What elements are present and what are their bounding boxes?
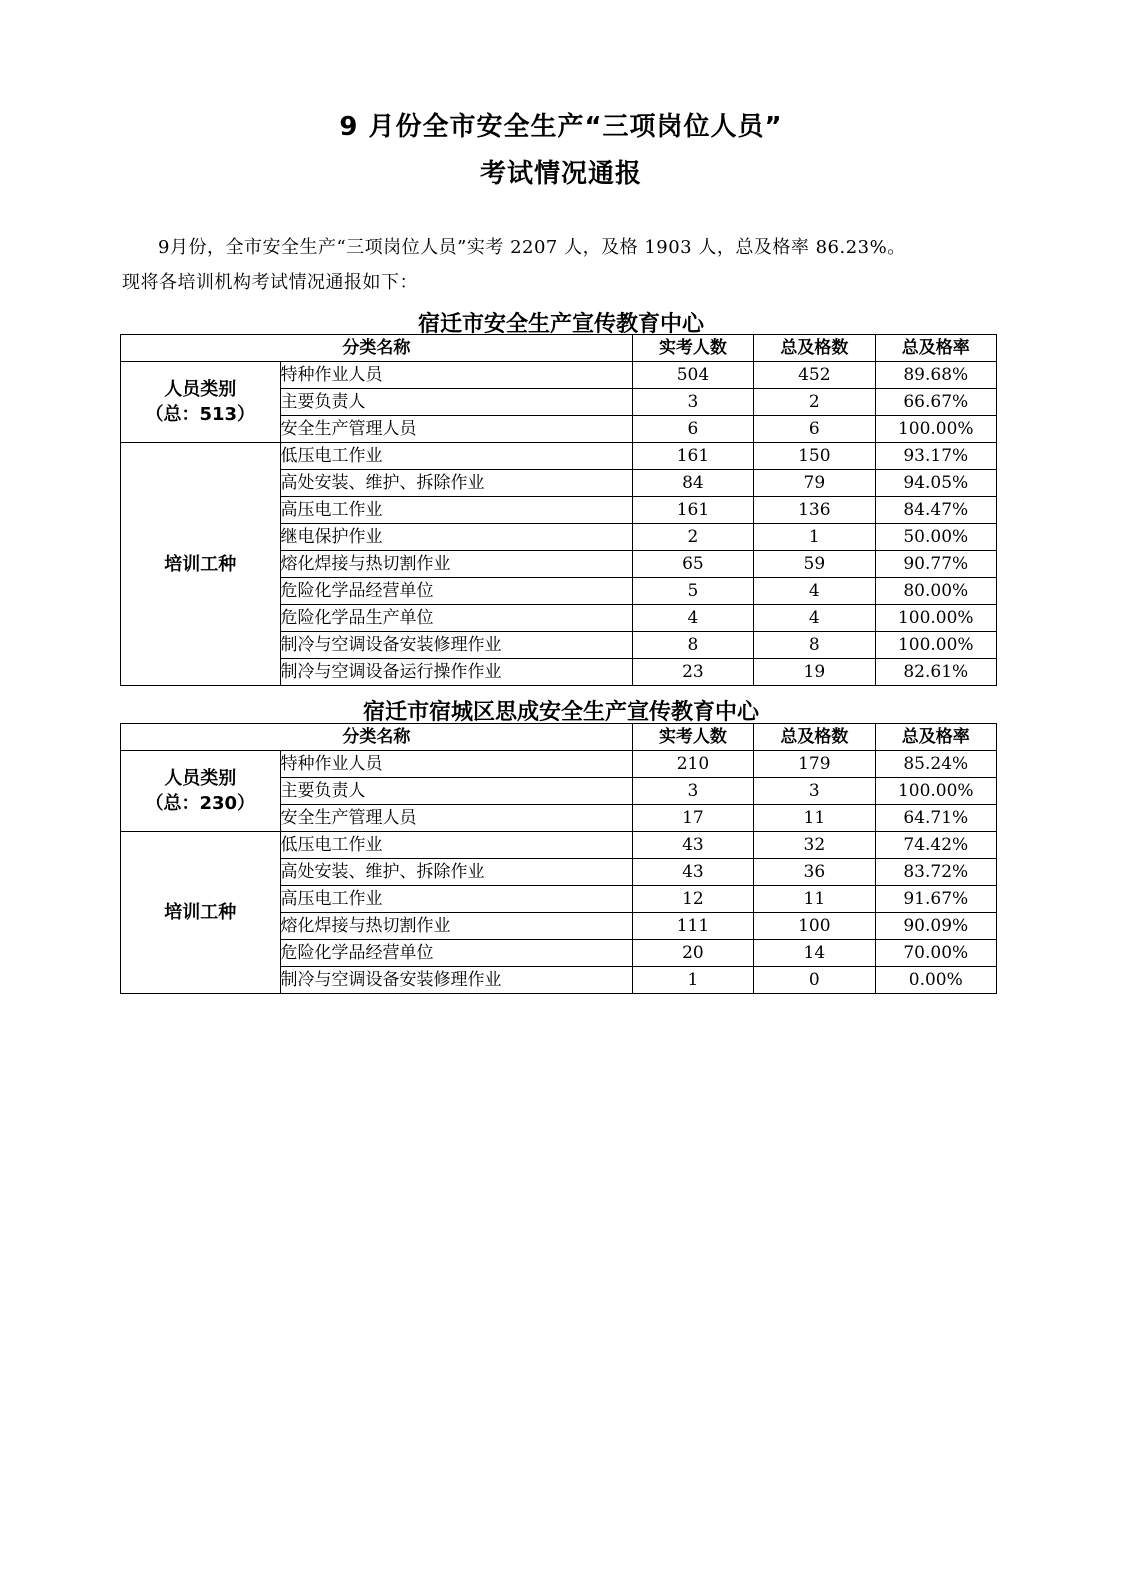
row-taken: 43 [632, 859, 753, 886]
row-taken: 43 [632, 832, 753, 859]
row-name: 高处安装、维护、拆除作业 [280, 859, 632, 886]
row-passed: 14 [754, 940, 875, 967]
row-taken: 3 [632, 389, 753, 416]
document-title-line1: 9 月份全市安全生产“三项岗位人员” [339, 112, 783, 142]
header-rate: 总及格率 [875, 335, 996, 362]
row-passed: 59 [754, 551, 875, 578]
row-passed: 36 [754, 859, 875, 886]
row-name: 安全生产管理人员 [280, 416, 632, 443]
row-taken: 65 [632, 551, 753, 578]
group-personnel [121, 362, 281, 443]
row-rate: 90.09% [875, 913, 996, 940]
row-name: 特种作业人员 [280, 362, 632, 389]
intro-paragraph-continued: 现将各培训机构考试情况通报如下： [122, 272, 418, 293]
row-rate: 66.67% [875, 389, 996, 416]
row-name: 高压电工作业 [280, 886, 632, 913]
row-passed: 32 [754, 832, 875, 859]
table-header-row [121, 724, 997, 751]
row-name: 主要负责人 [280, 389, 632, 416]
row-name: 主要负责人 [280, 778, 632, 805]
table-row [121, 362, 997, 389]
row-passed: 79 [754, 470, 875, 497]
row-name: 高压电工作业 [280, 497, 632, 524]
row-name: 制冷与空调设备运行操作作业 [280, 659, 632, 686]
row-rate: 100.00% [875, 605, 996, 632]
row-taken: 3 [632, 778, 753, 805]
row-rate: 64.71% [875, 805, 996, 832]
group-trades: 培训工种 [121, 832, 281, 994]
row-passed: 4 [754, 605, 875, 632]
row-passed: 150 [754, 443, 875, 470]
row-name: 制冷与空调设备安装修理作业 [280, 632, 632, 659]
row-passed: 2 [754, 389, 875, 416]
row-passed: 1 [754, 524, 875, 551]
row-taken: 504 [632, 362, 753, 389]
row-passed: 11 [754, 805, 875, 832]
group-personnel-total: （总：513） [145, 404, 256, 425]
row-rate: 82.61% [875, 659, 996, 686]
row-taken: 17 [632, 805, 753, 832]
header-passed: 总及格数 [754, 724, 875, 751]
row-rate: 94.05% [875, 470, 996, 497]
row-taken: 4 [632, 605, 753, 632]
row-rate: 91.67% [875, 886, 996, 913]
header-category: 分类名称 [121, 335, 633, 362]
row-rate: 83.72% [875, 859, 996, 886]
row-name: 危险化学品经营单位 [280, 578, 632, 605]
row-passed: 8 [754, 632, 875, 659]
row-taken: 2 [632, 524, 753, 551]
row-rate: 85.24% [875, 751, 996, 778]
row-name: 低压电工作业 [280, 832, 632, 859]
row-taken: 6 [632, 416, 753, 443]
row-rate: 80.00% [875, 578, 996, 605]
group-personnel-label: 人员类别 [164, 379, 237, 400]
section2-title: 宿迁市宿城区思成安全生产宣传教育中心 [362, 700, 759, 725]
header-taken: 实考人数 [632, 335, 753, 362]
row-name: 熔化焊接与热切割作业 [280, 551, 632, 578]
group-trades: 培训工种 [121, 443, 281, 686]
row-passed: 0 [754, 967, 875, 994]
row-passed: 6 [754, 416, 875, 443]
row-name: 安全生产管理人员 [280, 805, 632, 832]
row-rate: 50.00% [875, 524, 996, 551]
section1-table [120, 334, 997, 686]
header-taken: 实考人数 [632, 724, 753, 751]
row-taken: 111 [632, 913, 753, 940]
section1-title: 宿迁市安全生产宣传教育中心 [417, 312, 704, 337]
row-name: 继电保护作业 [280, 524, 632, 551]
table-row [121, 443, 997, 470]
row-rate: 93.17% [875, 443, 996, 470]
row-taken: 23 [632, 659, 753, 686]
header-passed: 总及格数 [754, 335, 875, 362]
header-category: 分类名称 [121, 724, 633, 751]
row-taken: 5 [632, 578, 753, 605]
row-taken: 8 [632, 632, 753, 659]
table-header-row [121, 335, 997, 362]
group-personnel-total: （总：230） [145, 793, 256, 814]
row-rate: 74.42% [875, 832, 996, 859]
row-taken: 12 [632, 886, 753, 913]
row-passed: 4 [754, 578, 875, 605]
row-rate: 100.00% [875, 778, 996, 805]
row-passed: 100 [754, 913, 875, 940]
row-name: 制冷与空调设备安装修理作业 [280, 967, 632, 994]
row-passed: 3 [754, 778, 875, 805]
row-taken: 1 [632, 967, 753, 994]
row-taken: 161 [632, 443, 753, 470]
row-name: 危险化学品经营单位 [280, 940, 632, 967]
row-name: 特种作业人员 [280, 751, 632, 778]
row-passed: 19 [754, 659, 875, 686]
row-taken: 84 [632, 470, 753, 497]
row-taken: 161 [632, 497, 753, 524]
row-rate: 100.00% [875, 632, 996, 659]
row-name: 高处安装、维护、拆除作业 [280, 470, 632, 497]
row-name: 危险化学品生产单位 [280, 605, 632, 632]
row-rate: 90.77% [875, 551, 996, 578]
row-taken: 20 [632, 940, 753, 967]
row-passed: 179 [754, 751, 875, 778]
row-rate: 89.68% [875, 362, 996, 389]
row-name: 低压电工作业 [280, 443, 632, 470]
row-name: 熔化焊接与热切割作业 [280, 913, 632, 940]
row-rate: 70.00% [875, 940, 996, 967]
row-rate: 84.47% [875, 497, 996, 524]
row-passed: 136 [754, 497, 875, 524]
table-row [121, 832, 997, 859]
row-rate: 0.00% [875, 967, 996, 994]
group-personnel [121, 751, 281, 832]
header-rate: 总及格率 [875, 724, 996, 751]
row-taken: 210 [632, 751, 753, 778]
intro-paragraph: 9月份，全市安全生产“三项岗位人员”实考 2207 人，及格 1903 人，总及格率 86.23%。 [158, 237, 906, 258]
section2-table [120, 723, 997, 994]
table-row [121, 751, 997, 778]
row-rate: 100.00% [875, 416, 996, 443]
document-title-line2: 考试情况通报 [479, 159, 642, 189]
row-passed: 452 [754, 362, 875, 389]
group-personnel-label: 人员类别 [164, 768, 237, 789]
row-passed: 11 [754, 886, 875, 913]
